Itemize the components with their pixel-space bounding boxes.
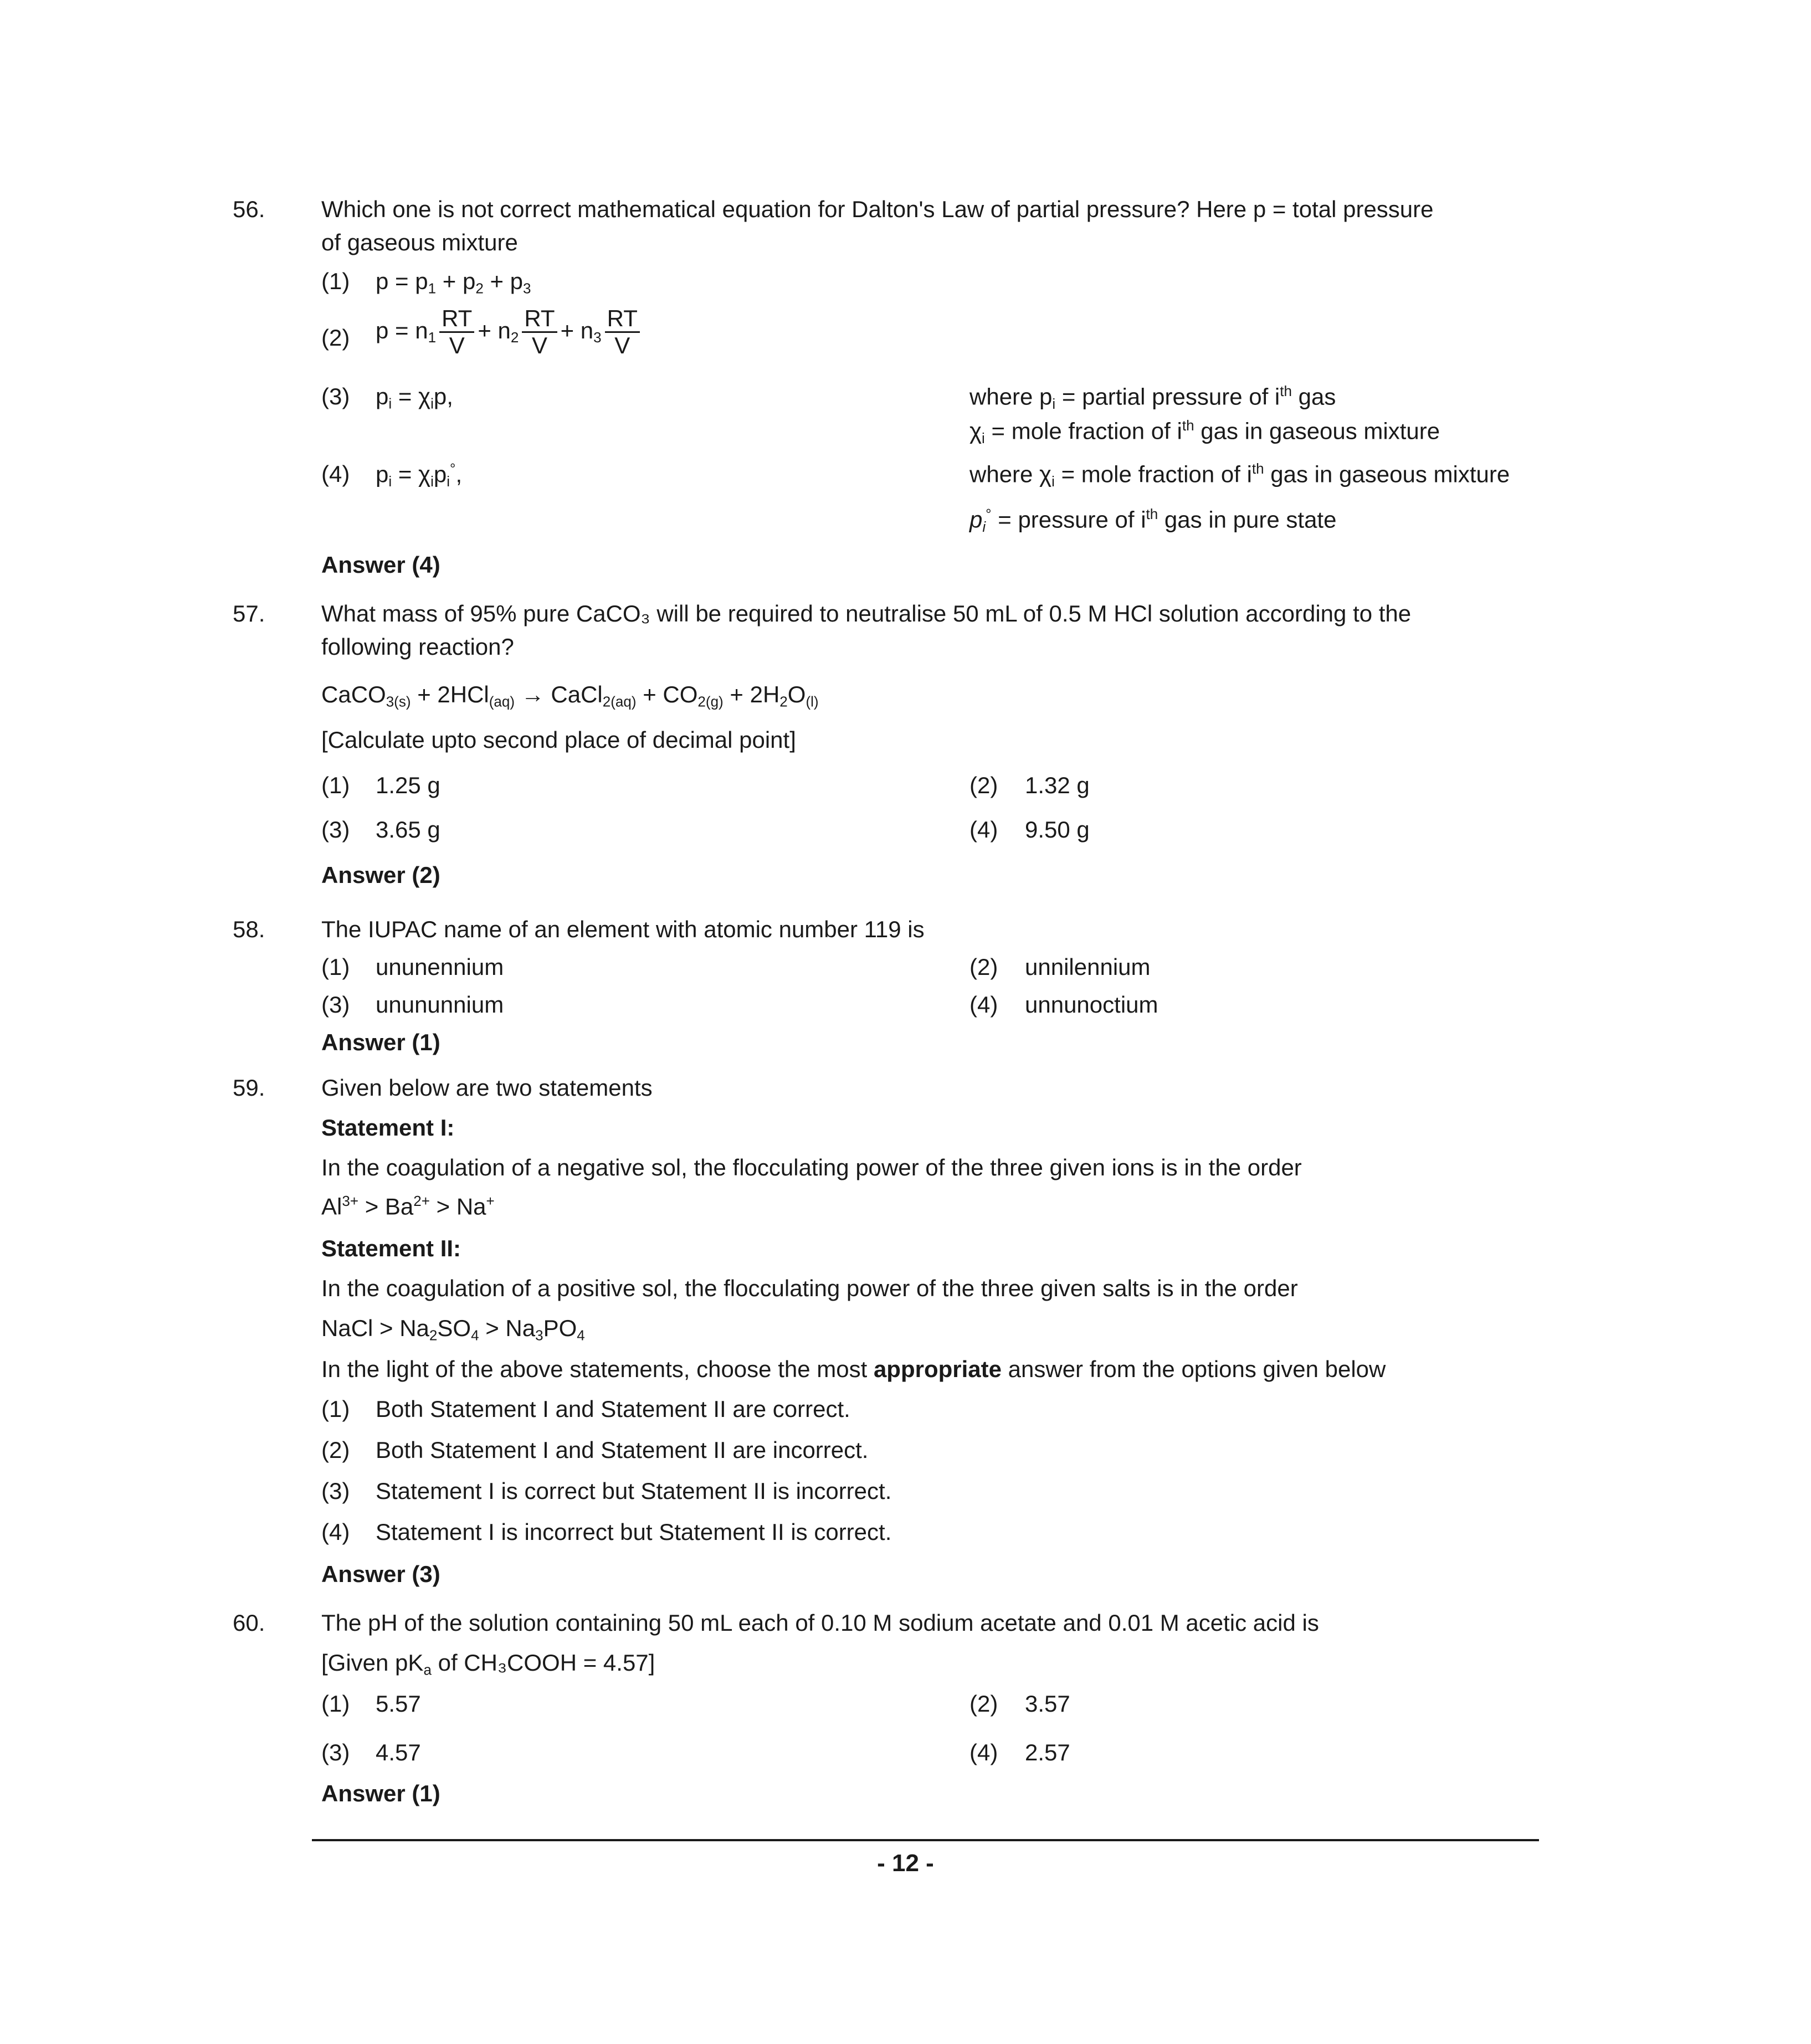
question-text: The pH of the solution containing 50 mL each of 0.10 M sodium acetate and 0.01 M acetic acid is (321, 1610, 1319, 1636)
statement-1-title: Statement I: (321, 1115, 455, 1141)
question-number: 57. (233, 600, 265, 626)
answer: Answer (4) (321, 552, 440, 578)
option-number: (4) (969, 992, 998, 1018)
option-number: (4) (969, 1739, 998, 1765)
option-number: (4) (321, 461, 350, 487)
option-number: (2) (969, 772, 998, 798)
question-number: 60. (233, 1610, 265, 1636)
instruction: In the light of the above statements, choose the most appropriate answer from the options given below (321, 1356, 1386, 1382)
question-number: 58. (233, 916, 265, 942)
question-note: [Calculate upto second place of decimal point] (321, 727, 796, 753)
statement-2-title: Statement II: (321, 1235, 461, 1261)
option-number: (1) (321, 268, 350, 294)
option-2: unnilennium (1025, 954, 1151, 980)
option-number: (1) (321, 1691, 350, 1717)
option-2: Both Statement I and Statement II are incorrect. (376, 1437, 869, 1463)
option-2: $p = n_1$ $\frac{RT}{V}$ + $n_2$ $\frac{RT}{V}$ + $n_3$ $\frac{RT}{V}$ (376, 306, 643, 358)
option-4: $p_i = \chi_ip_i^\circ$, (376, 460, 463, 490)
answer: Answer (3) (321, 1561, 440, 1587)
option-3: $p_i = \chi_ip$, (376, 383, 453, 412)
question-text: The IUPAC name of an element with atomic number 119 is (321, 916, 925, 942)
option-4: 9.50 g (1025, 816, 1090, 843)
option-3: unununnium (376, 992, 504, 1018)
option-4-note: where $\chi_i$ = mole fraction of $i^{th}$ gas in gaseous mixture (969, 460, 1510, 490)
option-3: 4.57 (376, 1739, 421, 1765)
option-number: (4) (321, 1519, 350, 1545)
option-4: unnunoctium (1025, 992, 1158, 1018)
option-4-note: $p_i^\circ$ = pressure of $i^{th}$ gas in pure state (969, 506, 1337, 535)
option-1: 1.25 g (376, 772, 440, 798)
option-number: (2) (969, 954, 998, 980)
option-4: Statement I is incorrect but Statement II is correct. (376, 1519, 892, 1545)
question-text: following reaction? (321, 634, 514, 660)
option-number: (3) (321, 816, 350, 843)
option-4: 2.57 (1025, 1739, 1070, 1765)
question-text: of gaseous mixture (321, 229, 518, 255)
option-2: 3.57 (1025, 1691, 1070, 1717)
option-1: ununennium (376, 954, 504, 980)
question-text: Which one is not correct mathematical equation for Dalton's Law of partial pressure? Here p = total pressure (321, 196, 1434, 222)
statement-2-text: In the coagulation of a positive sol, the flocculating power of the three given salts is in the order (321, 1275, 1298, 1301)
question-text: What mass of 95% pure CaCO₃ will be required to neutralise 50 mL of 0.5 M HCl solution according to the (321, 600, 1412, 626)
statement-2-order: NaCl > $Na_2SO_4 > Na_3PO_4$ (321, 1315, 585, 1344)
option-3: 3.65 g (376, 816, 440, 843)
statement-1-text: In the coagulation of a negative sol, the flocculating power of the three given ions is in the order (321, 1154, 1302, 1180)
option-number: (1) (321, 772, 350, 798)
footer-divider (312, 1839, 1539, 1841)
option-3-note: where $p_i$ = partial pressure of $i^{th}$ gas (969, 383, 1336, 412)
option-1: $p = p_1 + p_2 + p_3$ (376, 268, 531, 297)
option-number: (2) (321, 1437, 350, 1463)
option-number: (1) (321, 1396, 350, 1422)
question-number: 56. (233, 196, 265, 222)
page-number: - 12 - (877, 1850, 934, 1877)
fraction: $\frac{RT}{V}$ (522, 306, 557, 358)
statement-1-order: $Al^{3+} > Ba^{2+} > Na^+$ (321, 1193, 495, 1220)
answer: Answer (2) (321, 862, 440, 888)
option-number: (3) (321, 383, 350, 409)
question-given: [Given $pK_a$ of CH₃COOH = 4.57] (321, 1650, 655, 1678)
option-2: 1.32 g (1025, 772, 1090, 798)
fraction: $\frac{RT}{V}$ (439, 306, 474, 358)
option-number: (3) (321, 1478, 350, 1504)
question-text: Given below are two statements (321, 1075, 653, 1101)
fraction: $\frac{RT}{V}$ (605, 306, 640, 358)
option-number: (2) (969, 1691, 998, 1717)
option-1: Both Statement I and Statement II are correct. (376, 1396, 850, 1422)
question-number: 59. (233, 1075, 265, 1101)
option-1: 5.57 (376, 1691, 421, 1717)
option-3: Statement I is correct but Statement II is incorrect. (376, 1478, 892, 1504)
option-number: (2) (321, 325, 350, 351)
option-3-note: $\chi_i$ = mole fraction of $i^{th}$ gas in gaseous mixture (969, 417, 1440, 446)
option-number: (1) (321, 954, 350, 980)
option-number: (3) (321, 1739, 350, 1765)
answer: Answer (1) (321, 1029, 440, 1055)
option-number: (4) (969, 816, 998, 843)
reaction-equation: CaCO$_{3(s)}$ + 2HCl$_{(aq)}$ → CaCl$_{2(aq)}$ + $CO_{2(g)} + 2H_2O_{(l)}$ (321, 681, 819, 710)
answer: Answer (1) (321, 1780, 440, 1806)
option-number: (3) (321, 992, 350, 1018)
